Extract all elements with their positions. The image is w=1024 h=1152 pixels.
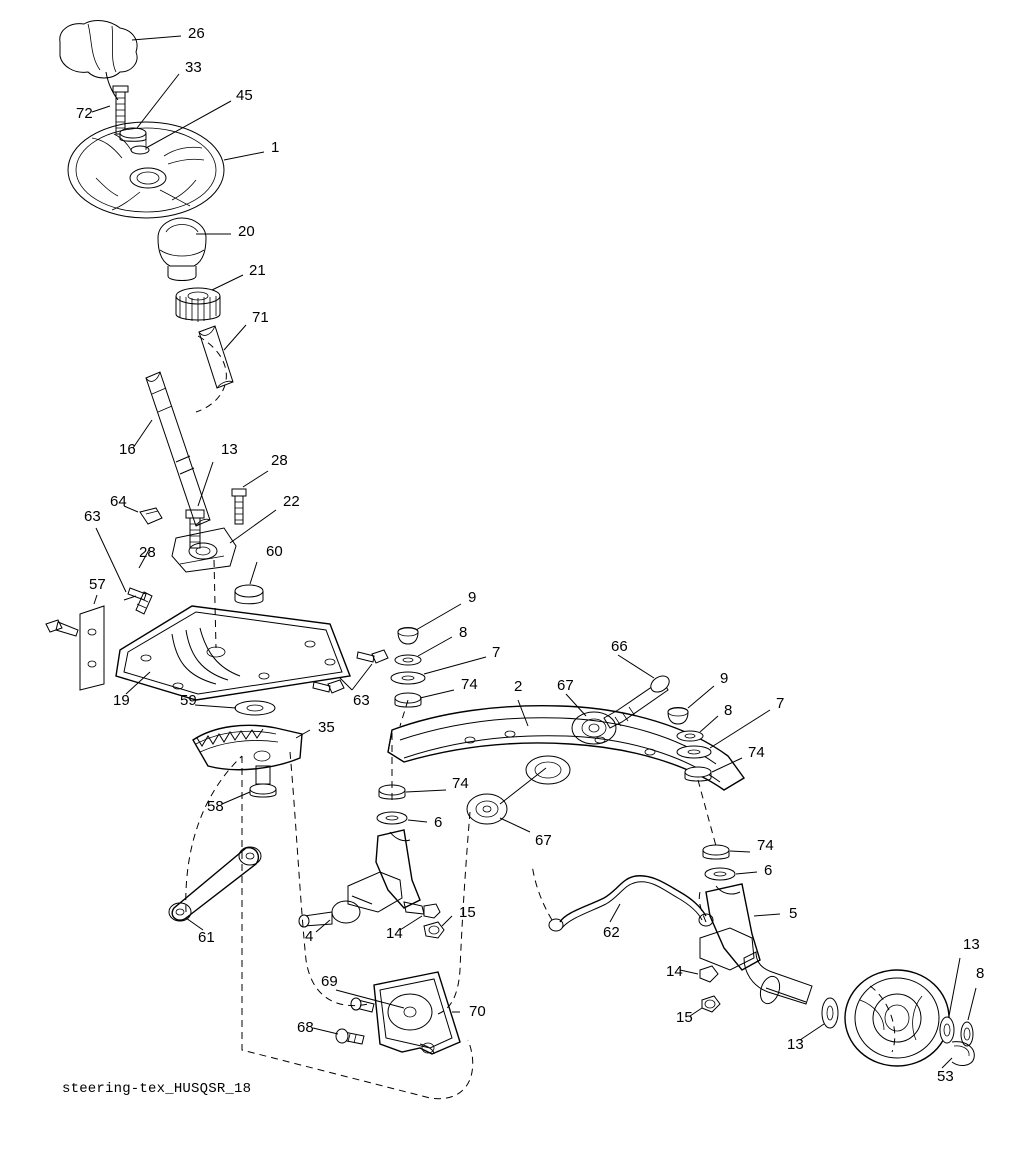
- callout-26: 26: [188, 25, 205, 42]
- leader-28-upper: [243, 471, 268, 487]
- leader-67-lower: [500, 818, 530, 832]
- callout-1: 1: [271, 139, 280, 156]
- callout-22: 22: [283, 493, 300, 510]
- callout-67-lower: 67: [535, 832, 552, 849]
- callout-6-right: 6: [764, 862, 773, 879]
- leader-4: [316, 920, 330, 932]
- callout-62: 62: [603, 924, 620, 941]
- callout-45: 45: [236, 87, 253, 104]
- leader-8-right: [700, 716, 718, 732]
- part-9-left-shape: [398, 628, 418, 645]
- callout-13-upper: 13: [221, 441, 238, 458]
- part-28-lower-shape: [128, 588, 152, 614]
- callout-35: 35: [318, 719, 335, 736]
- dash-62-axle: [532, 864, 552, 920]
- callout-67-upper: 67: [557, 677, 574, 694]
- part-7-right-shape: [677, 746, 711, 758]
- leader-26: [132, 36, 181, 40]
- callout-15-left: 15: [459, 904, 476, 921]
- front-wheel-shape: [845, 970, 949, 1066]
- callout-9-left: 9: [468, 589, 477, 606]
- callout-13-right: 13: [963, 936, 980, 953]
- leader-67-upper: [566, 694, 586, 716]
- callout-15-right: 15: [676, 1009, 693, 1026]
- leader-7-right: [710, 710, 770, 748]
- part-14-left-shape: [424, 904, 440, 918]
- part-62-tie-rod: [549, 876, 713, 931]
- leader-68: [313, 1028, 338, 1034]
- leader-5: [754, 914, 780, 916]
- leader-9-right: [688, 686, 714, 708]
- leader-71: [224, 325, 246, 350]
- callout-57: 57: [89, 576, 106, 593]
- part-63-left-shape: [46, 620, 78, 636]
- part-9-right-shape: [668, 708, 688, 725]
- callout-33: 33: [185, 59, 202, 76]
- part-13-bottom-shape: [822, 998, 838, 1028]
- dash-35-70: [290, 752, 368, 1006]
- callout-70: 70: [469, 1003, 486, 1020]
- leader-1: [224, 152, 264, 160]
- callout-63-left: 63: [84, 508, 101, 525]
- dash-61-35: [186, 756, 242, 912]
- part-21-shape: [176, 288, 220, 322]
- part-20-shape: [158, 218, 206, 281]
- part-6-right-shape: [705, 868, 735, 880]
- callout-19: 19: [113, 692, 130, 709]
- callout-6-left: 6: [434, 814, 443, 831]
- part-28-upper-shape: [232, 489, 246, 524]
- part-57-shape: [80, 606, 104, 690]
- leader-8-right2: [968, 988, 976, 1020]
- leader-2: [518, 700, 528, 726]
- leader-14-left: [400, 916, 422, 930]
- callout-74-b: 74: [748, 744, 765, 761]
- part-74-d-shape: [703, 845, 729, 859]
- leader-69: [336, 990, 404, 1008]
- callout-53: 53: [937, 1068, 954, 1085]
- part-60-shape: [235, 585, 263, 604]
- diagram-caption: steering-tex_HUSQSR_18: [62, 1081, 252, 1097]
- part-68-shape: [336, 1029, 364, 1044]
- callout-8-right2: 8: [976, 965, 985, 982]
- part-59-shape: [235, 701, 275, 715]
- leader-74-d: [730, 851, 750, 852]
- leader-58: [222, 792, 250, 804]
- part-8-left-shape: [395, 655, 421, 665]
- callout-13-bottom: 13: [787, 1036, 804, 1053]
- part-66-shape: [604, 673, 672, 728]
- leader-9-left: [416, 604, 461, 630]
- leader-33: [137, 74, 179, 128]
- leader-16: [133, 420, 152, 448]
- part-71-shape: [199, 326, 233, 388]
- callout-28-lower: 28: [139, 544, 156, 561]
- part-1-steering-wheel: [68, 122, 224, 218]
- part-61-drag-link: [169, 847, 261, 921]
- callout-60: 60: [266, 543, 283, 560]
- leader-66: [618, 655, 654, 678]
- leader-21: [212, 275, 243, 290]
- leader-6-left: [408, 820, 427, 822]
- part-6-left-shape: [377, 812, 407, 824]
- dash-22-19: [214, 560, 216, 648]
- callout-7-right: 7: [776, 695, 785, 712]
- callout-9-right: 9: [720, 670, 729, 687]
- part-14-right-shape: [700, 966, 718, 982]
- part-70-shape: [374, 972, 460, 1054]
- leader-8-left: [418, 637, 452, 656]
- part-72-shape: [113, 86, 128, 134]
- leader-7-left: [424, 657, 486, 674]
- left-spindle-shape: [299, 830, 424, 927]
- callout-14-left: 14: [386, 925, 403, 942]
- callout-14-right: 14: [666, 963, 683, 980]
- part-22-shape: [172, 528, 236, 572]
- callout-21: 21: [249, 262, 266, 279]
- part-67-upper-shape: [572, 712, 616, 744]
- callout-4: 4: [305, 928, 314, 945]
- callout-72: 72: [76, 105, 93, 122]
- dash-7-axle-left: [400, 700, 408, 726]
- callout-61: 61: [198, 929, 215, 946]
- part-64-shape: [140, 508, 162, 524]
- callout-16: 16: [119, 441, 136, 458]
- callout-59: 59: [180, 692, 197, 709]
- part-67-lower-shape: [467, 794, 507, 824]
- part-26-shape: [60, 21, 137, 100]
- callout-7-left: 7: [492, 644, 501, 661]
- callout-69: 69: [321, 973, 338, 990]
- part-13-right-shape: [940, 1017, 954, 1043]
- leader-22: [230, 510, 276, 543]
- callout-74-d: 74: [757, 837, 774, 854]
- leader-72: [92, 106, 110, 112]
- leader-14-right: [680, 970, 698, 974]
- leader-74-c: [406, 790, 446, 792]
- part-63-right-shape: [313, 650, 388, 693]
- part-16-shaft: [146, 372, 210, 526]
- leader-62: [610, 904, 620, 922]
- leader-57: [94, 595, 97, 604]
- dash-74-axle-right: [698, 780, 716, 846]
- part-19-plate: [116, 606, 350, 700]
- callout-20: 20: [238, 223, 255, 240]
- part-15-left-shape: [424, 922, 444, 938]
- callout-8-left: 8: [459, 624, 468, 641]
- leader-19: [126, 672, 150, 694]
- callout-58: 58: [207, 798, 224, 815]
- callout-74-a: 74: [461, 676, 478, 693]
- callout-28-upper: 28: [271, 452, 288, 469]
- leader-15-left: [442, 916, 452, 926]
- callout-71: 71: [252, 309, 269, 326]
- callout-2: 2: [514, 678, 523, 695]
- callout-66: 66: [611, 638, 628, 655]
- callout-64: 64: [110, 493, 127, 510]
- callout-5: 5: [789, 905, 798, 922]
- part-53-shape: [952, 1042, 974, 1066]
- callout-63-right: 63: [353, 692, 370, 709]
- leader-60: [250, 562, 257, 584]
- callout-74-c: 74: [452, 775, 469, 792]
- callout-8-right: 8: [724, 702, 733, 719]
- part-7-left-shape: [391, 672, 425, 684]
- leader-74-a: [420, 690, 454, 698]
- part-15-right-shape: [702, 996, 720, 1012]
- part-58-shape: [250, 766, 276, 797]
- leader-13-right: [949, 958, 960, 1016]
- leader-6-right: [736, 872, 757, 874]
- leader-53: [942, 1058, 952, 1068]
- part-5-right-spindle: [700, 884, 812, 1006]
- part-8-right-shape: [677, 731, 703, 741]
- leader-59: [195, 705, 236, 708]
- leader-35: [296, 730, 310, 738]
- callout-68: 68: [297, 1019, 314, 1036]
- leader-13-upper: [198, 462, 213, 506]
- part-35-sector-gear: [193, 725, 302, 769]
- leader-67-axle: [500, 768, 546, 804]
- leader-45: [146, 101, 231, 148]
- part-13-upper-shape: [186, 510, 204, 548]
